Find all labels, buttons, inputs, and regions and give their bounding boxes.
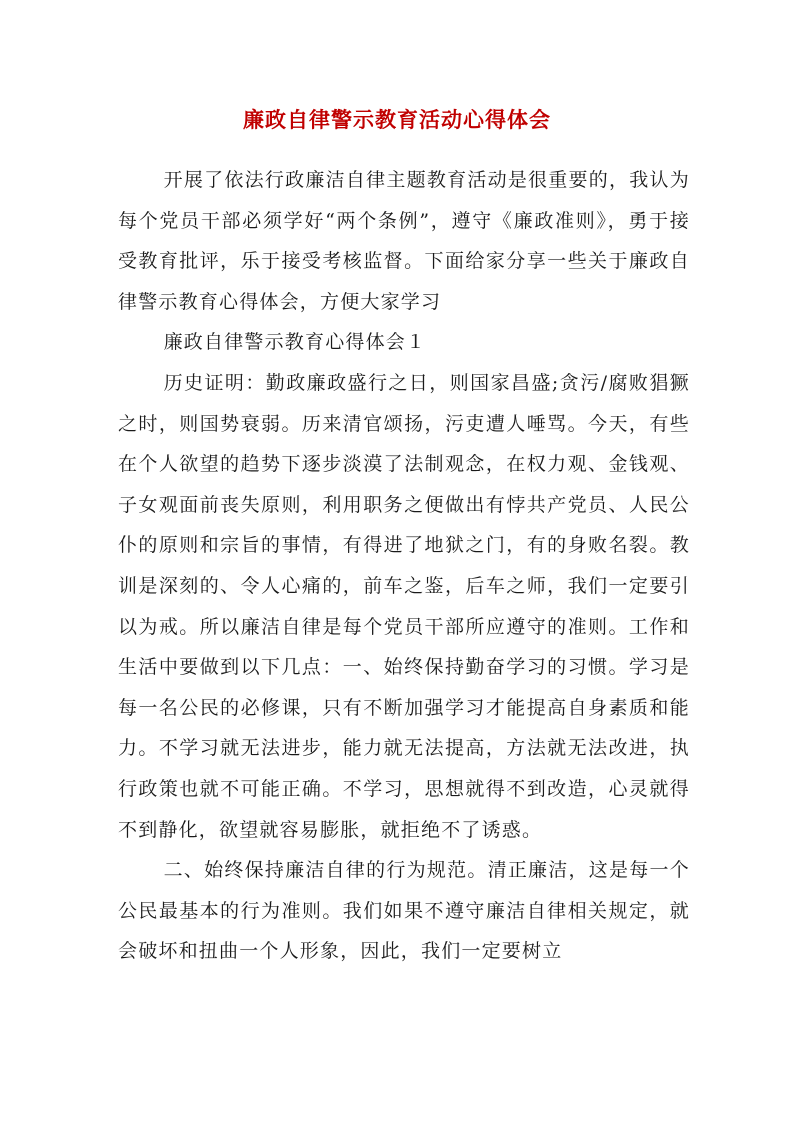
intro-paragraph: 开展了依法行政廉洁自律主题教育活动是很重要的，我认为每个党员干部必须学好“两个条例”，遵守《廉政准则》，勇于接受教育批评，乐于接受考核监督。下面给家分享一些关于廉政自律警示教育心得体会，方便大家学习 — [118, 169, 690, 313]
section-heading: 廉政自律警示教育心得体会１ — [163, 331, 427, 354]
document-title: 廉政自律警示教育活动心得体会 — [243, 107, 551, 132]
body-paragraph-1: 历史证明：勤政廉政盛行之日，则国家昌盛;贪污/腐败猖獗之时，则国势衰弱。历来清官颂扬，污吏遭人唾骂。今天，有些在个人欲望的趋势下逐步淡漠了法制观念，在权力观、金钱观、子女观面前丧失原则，利用职务之便做出有悖共产党员、人民公仆的原则和宗旨的事情，有得进了地狱之门，有的身败名裂。教训是深刻的、令人心痛的，前车之鉴，后车之师，我们一定要引以为戒。所以廉洁自律是每个党员干部所应遵守的准则。工作和生活中要做到以下几点：一、始终保持勤奋学习的习惯。学习是每一名公民的必修课，只有不断加强学习才能提高自身素质和能力。不学习就无法进步，能力就无法提高，方法就无法改进，执行政策也就不可能正确。不学习，思想就得不到改造，心灵就得不到静化，欲望就容易膨胀，就拒绝不了诱惑。 — [118, 371, 690, 841]
document-body — [118, 160, 690, 972]
body-paragraph-2: 二、始终保持廉洁自律的行为规范。清正廉洁，这是每一个公民最基本的行为准则。我们如果不遵守廉洁自律相关规定，就会破坏和扭曲一个人形象，因此，我们一定要树立 — [118, 859, 690, 963]
